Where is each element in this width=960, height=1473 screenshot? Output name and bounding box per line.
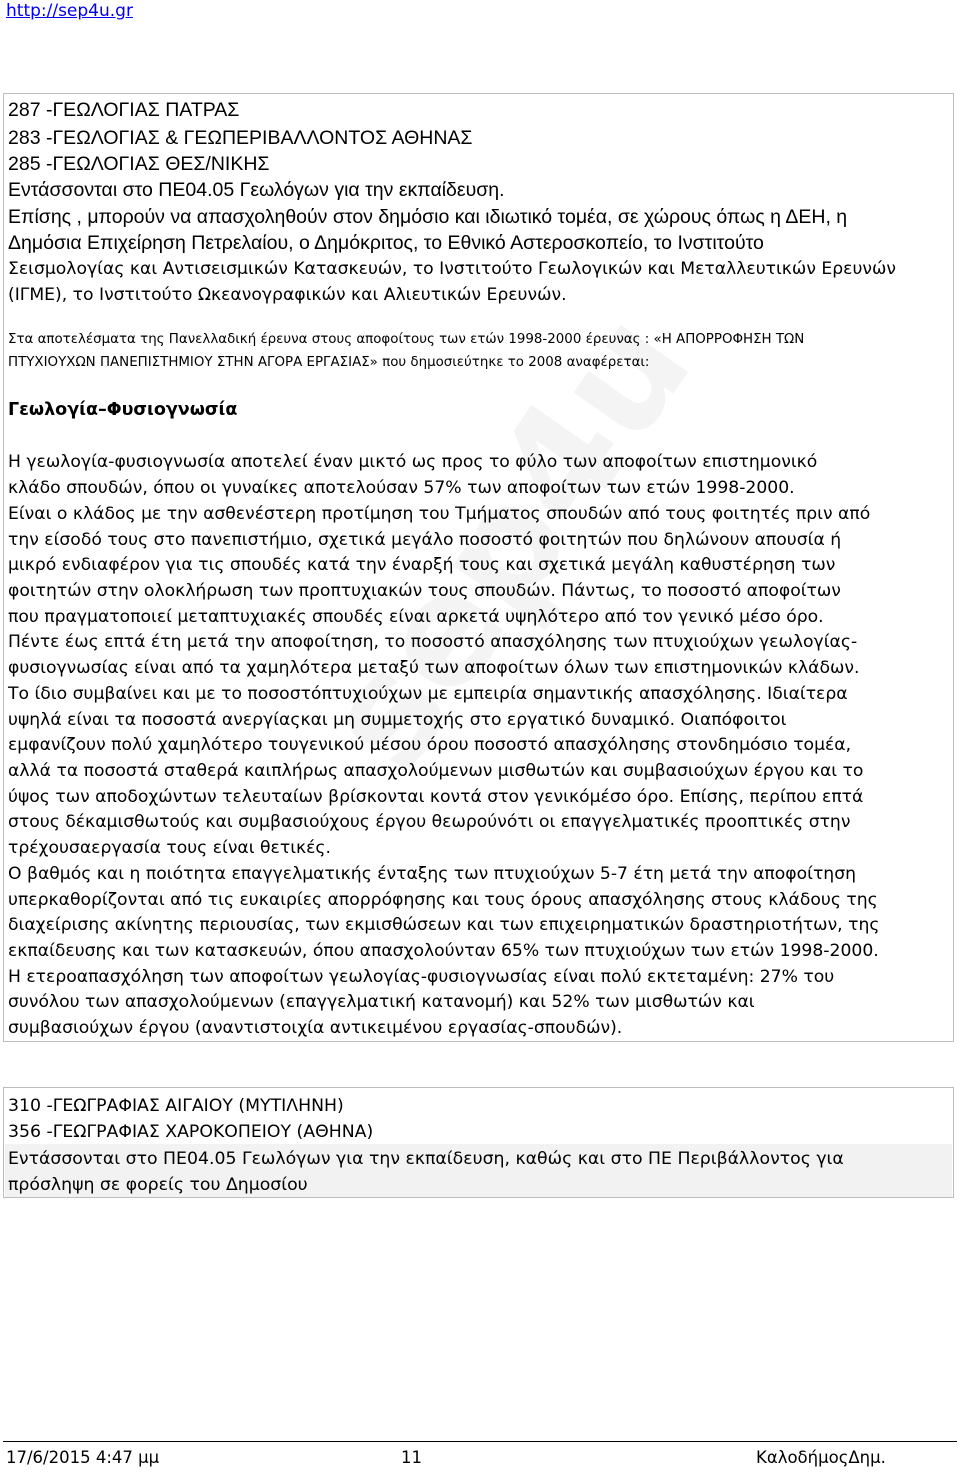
- body-line: φοιτητών στην ολοκλήρωση των προπτυχιακών τους σπουδών. Πάντως, το ποσοστό αποφοίτων: [8, 581, 841, 601]
- section-heading: Γεωλογία–Φυσιογνωσία: [8, 400, 238, 420]
- dept-line: 356 -ΓΕΩΓΡΑΦΙΑΣ ΧΑΡΟΚΟΠΕΙΟΥ (ΑΘΗΝΑ): [8, 1122, 374, 1142]
- body-line: υψηλά είναι τα ποσοστά ανεργίαςκαι μη συμμετοχής στο εργατικό δυναμικό. Οιαπόφοιτοι: [8, 710, 787, 730]
- body-line: συμβασιούχων έργου (αναντιστοιχία αντικειμένου εργασίας-σπουδών).: [8, 1018, 623, 1038]
- survey-line: ΠΤΥΧΙΟΥΧΩΝ ΠΑΝΕΠΙΣΤΗΜΙΟΥ ΣΤΗΝ ΑΓΟΡΑ ΕΡΓΑΣΙΑΣ» που δημοσιεύτηκε το 2008 αναφέρεται:: [8, 355, 650, 370]
- section-geography: [3, 1087, 954, 1198]
- site-link[interactable]: http://sep4u.gr: [6, 1, 133, 21]
- dept-line: 310 -ΓΕΩΓΡΑΦΙΑΣ ΑΙΓΑΙΟΥ (ΜΥΤΙΛΗΝΗ): [8, 1096, 344, 1116]
- text-line: Εντάσσονται στο ΠΕ04.05 Γεωλόγων για την εκπαίδευση, καθώς και στο ΠΕ Περιβάλλοντος για: [8, 1149, 844, 1169]
- body-line: Ο βαθμός και η ποιότητα επαγγελματικής ένταξης των πτυχιούχων 5-7 έτη μετά την αποφοίτηση: [8, 864, 856, 884]
- text-line: Σεισμολογίας και Αντισεισμικών Κατασκευών, το Ινστιτούτο Γεωλογικών και Μεταλλευτικών Ερευνών: [8, 259, 896, 279]
- body-line: εμφανίζουν πολύ χαμηλότερο τουγενικού μέσου όρου ποσοστό απασχόλησης στονδημόσιο τομέα,: [8, 735, 852, 755]
- body-line: Το ίδιο συμβαίνει και με το ποσοστόπτυχιούχων με εμπειρία σημαντικής απασχόλησης. Ιδιαίτερα: [8, 684, 848, 704]
- footer-rule: [3, 1441, 957, 1442]
- body-line: αλλά τα ποσοστά σταθερά καιπλήρως απασχολούμενων μισθωτών και συμβασιούχων έργου και το: [8, 761, 864, 781]
- page-number: 11: [401, 1448, 422, 1467]
- text-line: Δημόσια Επιχείρηση Πετρελαίου, ο Δημόκριτος, το Εθνικό Αστεροσκοπείο, το Ινστιτούτο: [8, 232, 764, 254]
- survey-line: Στα αποτελέσματα της Πανελλαδική έρευνα στους αποφοίτους των ετών 1998-2000 έρευνας : «Η ΑΠΟΡΡΟΦΗΣΗ ΤΩΝ: [8, 332, 805, 347]
- body-line: μικρό ενδιαφέρον για τις σπουδές κατά την έναρξή τους και σχετικά μεγάλη καθυστέρηση των: [8, 555, 836, 575]
- dept-line: 285 -ΓΕΩΛΟΓΙΑΣ ΘΕΣ/ΝΙΚΗΣ: [8, 153, 270, 175]
- text-line: Επίσης , μπορούν να απασχοληθούν στον δημόσιο και ιδιωτικό τομέα, σε χώρους όπως η ΔΕΗ, η: [8, 206, 848, 228]
- body-line: φυσιογνωσίας είναι από τα χαμηλότερα μεταξύ των αποφοίτων όλων των επιστημονικών κλάδων.: [8, 658, 860, 678]
- body-line: κλάδο σπουδών, όπου οι γυναίκες αποτελούσαν 57% των αποφοίτων των ετών 1998-2000.: [8, 478, 795, 498]
- body-line: στους δέκαμισθωτούς και συμβασιούχους έργου θεωρούνότι οι επαγγελματικές προοπτικές στην: [8, 812, 851, 832]
- text-line: Εντάσσονται στο ΠΕ04.05 Γεωλόγων για την εκπαίδευση.: [8, 179, 505, 201]
- section-geology: [3, 93, 954, 1042]
- footer-author: ΚαλοδήμοςΔημ.: [756, 1448, 886, 1467]
- body-line: Η ετεροαπασχόληση των αποφοίτων γεωλογίας-φυσιογνωσίας είναι πολύ εκτεταμένη: 27% του: [8, 967, 835, 987]
- dept-line: 283 -ΓΕΩΛΟΓΙΑΣ & ΓΕΩΠΕΡΙΒΑΛΛΟΝΤΟΣ ΑΘΗΝΑΣ: [8, 127, 473, 149]
- body-line: την είσοδό τους στο πανεπιστήμιο, σχετικά μεγάλο ποσοστό φοιτητών που δηλώνουν απουσία ή: [8, 530, 842, 550]
- text-line: πρόσληψη σε φορείς του Δημοσίου: [8, 1175, 308, 1195]
- body-line: συνόλου των απασχολούμενων (επαγγελματική κατανομή) και 52% των μισθωτών και: [8, 992, 755, 1012]
- body-line: Πέντε έως επτά έτη μετά την αποφοίτηση, το ποσοστό απασχόλησης των πτυχιούχων γεωλογίας-: [8, 632, 858, 652]
- body-line: εκπαίδευσης και των κατασκευών, όπου απασχολoύνταν 65% των πτυχιούχων των ετών 1998-2000.: [8, 941, 879, 961]
- body-line: Είναι ο κλάδος με την ασθενέστερη προτίμηση του Τμήματος σπουδών από τους φοιτητές πριν από: [8, 504, 871, 524]
- body-line: διαχείρισης ακίνητης περιουσίας, των εκμισθώσεων και των επιχειρηματικών δραστηριοτήτων, της: [8, 915, 880, 935]
- body-line: τρέχουσαεργασία τους είναι θετικές.: [8, 838, 331, 858]
- body-line: που πραγματοποιεί μεταπτυχιακές σπουδές είναι αρκετά υψηλότερο από τον γενικό μέσο όρο.: [8, 607, 824, 627]
- body-line: υπερκαθορίζονται από τις ευκαιρίες απορρόφησης και τους όρους απασχόλησης στους κλάδους της: [8, 890, 878, 910]
- text-line: (ΙΓΜΕ), το Ινστιτούτο Ωκεανογραφικών και Αλιευτικών Ερευνών.: [8, 285, 567, 305]
- body-line: ύψος των αποδοχώντων τελευταίων βρίσκονται κοντά στον γενικόμέσο όρο. Επίσης, περίπου επτά: [8, 787, 864, 807]
- body-line: Η γεωλογία-φυσιογνωσία αποτελεί έναν μικτό ως προς το φύλο των αποφοίτων επιστημονικό: [8, 452, 818, 472]
- footer-datetime: 17/6/2015 4:47 μμ: [6, 1448, 160, 1467]
- dept-line: 287 -ΓΕΩΛΟΓΙΑΣ ΠΑΤΡΑΣ: [8, 99, 240, 121]
